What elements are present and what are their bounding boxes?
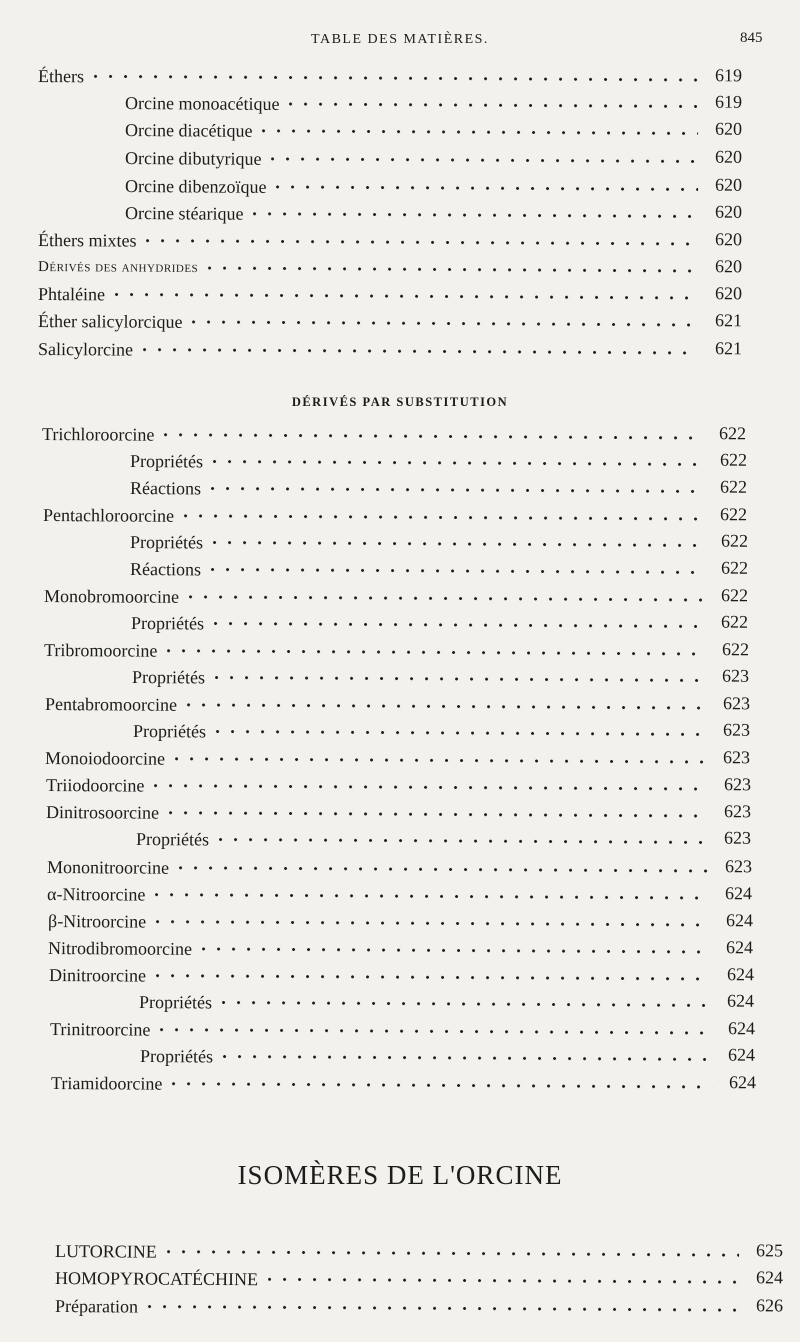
entry-page: 622 [720, 449, 748, 470]
entry-page: 624 [728, 1044, 756, 1065]
toc-entry-orcine-diacetique[interactable] [125, 114, 742, 145]
dot-leader [209, 671, 705, 686]
toc-entry-orcine-dibutyrique[interactable] [125, 142, 742, 173]
entry-page: 622 [720, 504, 748, 525]
entry-page: 623 [725, 856, 753, 877]
entry-label: Dinitroorcine [49, 965, 147, 986]
entry-label: Trichloroorcine [42, 424, 155, 445]
entry-label: Propriétés [133, 721, 207, 742]
entry-label: Triiodoorcine [46, 775, 145, 796]
entry-page: 624 [728, 1018, 756, 1039]
toc-entry-ethers-mixtes[interactable] [38, 224, 742, 255]
toc-entry-orcine-monoacetique[interactable] [125, 87, 742, 118]
dot-leader [161, 645, 705, 660]
entry-label: Mononitroorcine [47, 857, 170, 878]
entry-label: Orcine diacétique [125, 120, 253, 141]
entry-label: Monobromoorcine [44, 586, 180, 607]
toc-entry-proprietes[interactable] [132, 661, 749, 692]
toc-entry-beta-nitroorcine[interactable] [48, 905, 753, 936]
entry-label: Propriétés [140, 1046, 214, 1067]
toc-entry-proprietes[interactable] [131, 607, 748, 638]
dot-leader [178, 510, 703, 525]
dot-leader [158, 429, 702, 444]
dot-leader [208, 617, 704, 632]
entry-page: 624 [726, 910, 754, 931]
entry-page: 621 [715, 338, 743, 359]
entry-label: Orcine stéarique [125, 203, 244, 224]
entry-label: Propriétés [139, 992, 213, 1013]
dot-leader [141, 235, 699, 250]
entry-label: α-Nitroorcine [47, 884, 146, 905]
entry-page: 624 [726, 937, 754, 958]
toc-entry-triamidoorcine[interactable] [51, 1067, 756, 1098]
toc-entry-proprietes[interactable] [136, 823, 751, 854]
entry-page: 624 [727, 964, 755, 985]
dot-leader [283, 98, 698, 113]
entry-label: Propriétés [130, 532, 204, 553]
toc-entry-proprietes[interactable] [130, 526, 748, 557]
entry-page: 622 [719, 423, 747, 444]
entry-label: Orcine dibutyrique [125, 148, 262, 169]
entry-page: 621 [715, 310, 743, 331]
running-header [0, 30, 800, 54]
dot-leader [262, 1273, 739, 1288]
toc-entry-proprietes[interactable] [140, 1040, 755, 1071]
dot-leader [150, 970, 710, 985]
entry-page: 620 [715, 118, 743, 139]
dot-leader [256, 125, 698, 140]
entry-page: 626 [756, 1295, 784, 1316]
dot-leader [148, 780, 707, 795]
entry-label: Nitrodibromoorcine [48, 938, 193, 959]
entry-page: 622 [721, 530, 749, 551]
toc-entry-monoiodoorcine[interactable] [45, 742, 750, 773]
toc-entry-proprietes[interactable] [139, 986, 754, 1017]
toc-entry-phtaleine[interactable] [38, 278, 742, 309]
toc-entry-reactions[interactable] [130, 553, 748, 584]
page-number: 845 [740, 30, 763, 46]
entry-page: 623 [722, 665, 750, 686]
entry-label: Monoiodoorcine [45, 748, 166, 769]
toc-entry-salicylorcine[interactable] [38, 333, 742, 364]
entry-page: 622 [721, 611, 749, 632]
dot-leader [181, 699, 706, 714]
toc-entry-proprietes[interactable] [133, 715, 750, 746]
entry-label: Pentachloroorcine [43, 505, 175, 526]
dot-leader [166, 1078, 712, 1093]
section-heading-substitution: DÉRIVÉS PAR SUBSTITUTION [291, 395, 509, 409]
dot-leader [169, 753, 706, 768]
entry-label: Réactions [130, 478, 202, 499]
entry-page: 619 [715, 65, 743, 86]
entry-label: Propriétés [131, 613, 205, 634]
entry-page: 622 [721, 557, 749, 578]
entry-label: Trinitroorcine [50, 1019, 151, 1040]
entry-label: Tribromoorcine [44, 640, 158, 661]
dot-leader [183, 591, 704, 606]
entry-label: Dérivés des anhydrides [38, 259, 199, 276]
dot-leader [217, 1050, 711, 1065]
dot-leader [205, 482, 703, 497]
dot-leader [205, 563, 704, 578]
dot-leader [88, 70, 698, 86]
dot-leader [216, 996, 710, 1011]
dot-leader [161, 1246, 739, 1262]
entry-label: Éthers [38, 66, 85, 87]
dot-leader [247, 208, 698, 223]
toc-entry-preparation[interactable] [55, 1290, 783, 1321]
dot-leader [210, 725, 706, 740]
toc-entry-proprietes[interactable] [130, 445, 747, 476]
toc-entry-homopyrocatechine[interactable] [55, 1262, 783, 1293]
entry-page: 623 [723, 693, 751, 714]
entry-page: 623 [723, 719, 751, 740]
toc-entry-ether-salicylorcique[interactable] [38, 305, 742, 336]
toc-entry-mononitroorcine[interactable] [47, 851, 752, 882]
dot-leader [137, 344, 698, 359]
dot-leader [142, 1301, 739, 1317]
entry-label: Réactions [130, 559, 202, 580]
entry-label: Pentabromoorcine [45, 694, 178, 715]
entry-label: HOMOPYROCATÉCHINE [55, 1268, 259, 1290]
dot-leader [149, 889, 708, 904]
entry-page: 622 [721, 585, 749, 606]
dot-leader [265, 153, 698, 168]
dot-leader [163, 807, 707, 822]
entry-label: Dinitrosoorcine [46, 802, 160, 823]
entry-page: 620 [715, 229, 743, 250]
entry-page: 624 [727, 990, 755, 1011]
dot-leader [270, 181, 698, 196]
dot-leader [202, 262, 698, 277]
entry-label: Éthers mixtes [38, 230, 137, 251]
entry-page: 624 [756, 1267, 784, 1288]
entry-label: Préparation [55, 1296, 139, 1317]
entry-label: Orcine monoacétique [125, 93, 280, 114]
dot-leader [154, 1024, 711, 1039]
entry-page: 624 [725, 883, 753, 904]
entry-page: 623 [724, 827, 752, 848]
entry-page: 623 [724, 801, 752, 822]
entry-page: 620 [715, 283, 743, 304]
dot-leader [186, 316, 698, 331]
dot-leader [173, 862, 708, 877]
dot-leader [109, 288, 698, 304]
toc-entry-orcine-stearique[interactable] [125, 197, 742, 228]
entry-label: LUTORCINE [55, 1241, 157, 1262]
entry-page: 620 [715, 146, 743, 167]
entry-page: 620 [715, 256, 743, 277]
entry-label: Propriétés [130, 451, 204, 472]
toc-entry-reactions[interactable] [130, 472, 747, 503]
toc-entry-alpha-nitroorcine[interactable] [47, 878, 752, 909]
entry-label: Propriétés [136, 829, 210, 850]
toc-entry-derives-des-anhydrides[interactable] [38, 251, 742, 282]
entry-page: 625 [756, 1240, 784, 1261]
entry-page: 619 [715, 91, 743, 112]
entry-page: 622 [720, 476, 748, 497]
entry-label: Propriétés [132, 667, 206, 688]
entry-page: 622 [722, 639, 750, 660]
dot-leader [207, 455, 703, 470]
entry-page: 623 [723, 747, 751, 768]
entry-page: 620 [715, 201, 743, 222]
entry-label: Triamidoorcine [51, 1073, 163, 1094]
entry-page: 623 [724, 774, 752, 795]
entry-label: β-Nitroorcine [48, 911, 147, 932]
entry-label: Phtaléine [38, 284, 106, 305]
toc-entry-nitrodibromoorcine[interactable] [48, 932, 753, 963]
dot-leader [213, 833, 707, 848]
entry-label: Éther salicylorcique [38, 311, 183, 332]
entry-label: Salicylorcine [38, 339, 134, 360]
header-title: TABLE DES MATIÈRES. [311, 32, 489, 47]
entry-page: 624 [729, 1072, 757, 1093]
entry-label: Orcine dibenzoïque [125, 176, 267, 197]
toc-entry-triiodoorcine[interactable] [46, 769, 751, 800]
dot-leader [207, 536, 704, 551]
dot-leader [150, 916, 709, 931]
section-heading-isomeres: ISOMÈRES DE L'ORCINE [237, 1160, 563, 1190]
entry-page: 620 [715, 174, 743, 195]
toc-entry-orcine-dibenzoique[interactable] [125, 170, 742, 201]
dot-leader [196, 943, 709, 958]
